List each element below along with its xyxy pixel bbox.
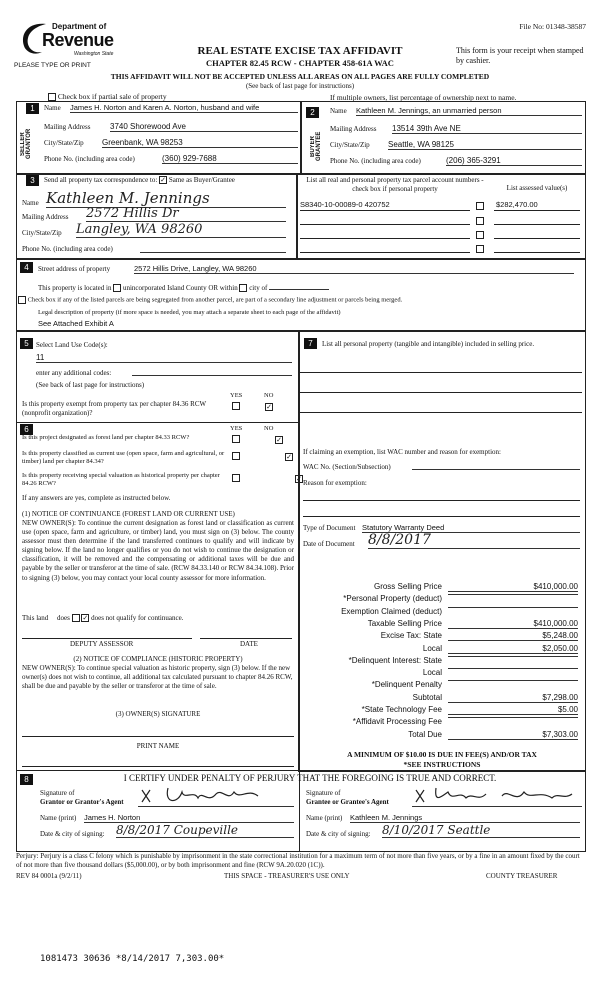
minimum-fee-note: A MINIMUM OF $10.00 IS DUE IN FEE(S) AND/OR TAX [347, 750, 537, 759]
seller-side-label: SELLER GRANTOR [20, 128, 32, 160]
parcel-1-personal-checkbox[interactable] [476, 202, 484, 210]
segregated-label: Check box if any of the listed parcels are being segregated from another parcel, are part of a secondary line adjustment or parcels being merged. [27, 296, 403, 304]
parcel-row-line-4 [300, 252, 470, 253]
tax-row-value: $5.00 [448, 705, 578, 715]
parcel-3-personal-checkbox[interactable] [476, 231, 484, 239]
personal-line-1 [300, 372, 582, 373]
historic-no-checkbox[interactable]: ✓ [296, 475, 302, 484]
historic-yes-checkbox[interactable] [232, 474, 240, 482]
if-yes-note: If any answers are yes, complete as instructed below. [22, 494, 171, 502]
forest-question: Is this project designated as forest land per chapter 84.33 RCW? [22, 434, 190, 441]
segregated-row [18, 296, 582, 304]
buyer-city-label: City/State/Zip [330, 141, 370, 149]
form-revision: REV 84 0001a (9/2/11) [16, 872, 82, 880]
located-row [38, 282, 329, 292]
grantor-name-value: James H. Norton [84, 813, 294, 823]
sec5-yes-header: YES [230, 392, 243, 399]
warning-text: THIS AFFIDAVIT WILL NOT BE ACCEPTED UNLESS ALL AREAS ON ALL PAGES ARE FULLY COMPLETED [110, 72, 490, 81]
qualify-label: qualify for continuance. [116, 614, 184, 622]
tax-row-value: $410,000.00 [448, 619, 578, 629]
same-as-buyer-label: Same as Buyer/Grantee [168, 176, 235, 184]
section-5-badge: 5 [20, 338, 33, 349]
corr-mailing-value: 2572 Hillis Dr [86, 206, 286, 222]
current-use-no-checkbox[interactable]: ✓ [286, 453, 292, 462]
buyer-phone-value: (206) 365-3291 [446, 156, 582, 166]
located-opt2-label: city of [249, 284, 268, 292]
sec6-yes-header: YES [230, 425, 243, 432]
corr-mailing-label: Mailing Address [22, 213, 69, 221]
historic-question: Is this property receiving special valuation as historical property per chapter 84.26 RCW? [22, 472, 220, 487]
grantor-name-label: Name (print) [40, 814, 77, 822]
tax-row-value: $7,298.00 [448, 693, 578, 703]
unincorporated-checkbox[interactable] [113, 284, 121, 292]
tax-row-label: *Affidavit Processing Fee [352, 717, 442, 727]
correspondence-row [44, 176, 235, 184]
reason-label: Reason for exemption: [303, 479, 367, 487]
list-personal-property: List all personal property (tangible and intangible) included in selling price. [322, 340, 535, 348]
form-subtitle: CHAPTER 82.45 RCW - CHAPTER 458-61A WAC [206, 58, 394, 68]
doc-type-label: Type of Document [303, 524, 356, 532]
doc-date-value: 8/8/2017 [368, 532, 580, 549]
buyer-side-label: BUYER GRANTEE [310, 131, 322, 161]
section-2-badge: 2 [306, 107, 319, 118]
parcel-number-1: S8340-10-00089-0 420752 [300, 200, 390, 209]
grantor-signature [138, 786, 294, 807]
land-use-see-back: (See back of last page for instructions) [36, 381, 145, 389]
tax-row-value [448, 668, 578, 669]
print-name-line [22, 766, 294, 767]
tax-row-value [448, 594, 578, 595]
grantee-date-label: Date & city of signing: [306, 830, 371, 838]
grantor-date-label: Date & city of signing: [40, 830, 105, 838]
see-back-note: (See back of last page for instructions) [245, 82, 355, 90]
corr-phone-label: Phone No. (including area code) [22, 245, 113, 253]
land-use-code: 11 [36, 353, 292, 363]
section-3-badge: 3 [26, 175, 39, 186]
value-row-line-2 [494, 224, 580, 225]
seller-name-value: James H. Norton and Karen A. Norton, husband and wife [70, 103, 298, 113]
tax-row-value [448, 717, 578, 718]
please-type-note: PLEASE TYPE OR PRINT [14, 62, 91, 69]
owner-sig-line [22, 736, 294, 737]
does-checkbox[interactable] [72, 614, 80, 622]
tax-row-value [448, 656, 578, 657]
deputy-date-line [200, 638, 292, 639]
county-treasurer-label: COUNTY TREASURER [486, 872, 558, 880]
grantor-date-value: 8/8/2017 Coupeville [116, 823, 294, 838]
exempt-no-checkbox[interactable]: ✓ [266, 403, 272, 412]
parcel-row-line-1 [300, 210, 470, 211]
tax-row-value: $5,248.00 [448, 631, 578, 641]
sec6-no-header: NO [264, 425, 274, 432]
tax-row-label: *Delinquent Interest: State [348, 655, 442, 665]
grantee-name-label: Name (print) [306, 814, 343, 822]
land-use-label: Select Land Use Code(s): [36, 341, 108, 349]
doc-date-label: Date of Document [303, 540, 355, 548]
sec5-no-header: NO [264, 392, 274, 399]
section-6-badge: 6 [20, 424, 33, 435]
logo-name-text: Revenue [42, 30, 114, 50]
within-city-checkbox[interactable] [239, 284, 247, 292]
located-opt1-label: unincorporated Island County OR within [122, 284, 238, 292]
additional-codes-label: enter any additional codes: [36, 369, 112, 377]
parcel-value-1: $282,470.00 [496, 200, 538, 209]
forest-yes-checkbox[interactable] [232, 435, 240, 443]
print-name-label: PRINT NAME [136, 742, 180, 750]
buyer-name-value: Kathleen M. Jennings, an unmarried person [356, 106, 582, 116]
tax-row-label: Total Due [408, 729, 442, 739]
partial-sale-label: Check box if partial sale of property [57, 92, 167, 101]
receipt-note: This form is your receipt when stamped by cashier. [456, 46, 584, 65]
section-1-badge: 1 [26, 103, 39, 114]
reason-line-1 [303, 500, 580, 501]
owner-signature-label: (3) OWNER(S) SIGNATURE [115, 710, 201, 718]
value-row-line-3 [494, 238, 580, 239]
tax-row-label: *Personal Property (deduct) [343, 594, 442, 604]
parcel-4-personal-checkbox[interactable] [476, 245, 484, 253]
tax-row-value: $410,000.00 [448, 582, 578, 592]
value-row-line-1 [494, 210, 580, 211]
tax-row-value: $2,050.00 [448, 644, 578, 654]
grantee-signature [412, 786, 582, 807]
exempt-question: Is this property exempt from property tax per chapter 84.36 RCW (nonprofit organization)? [22, 400, 206, 417]
buyer-phone-label: Phone No. (including area code) [330, 157, 421, 165]
street-value: 2572 Hillis Drive, Langley, WA 98260 [134, 264, 574, 274]
corr-city-value: Langley, WA 98260 [76, 222, 286, 238]
tax-row-value [448, 607, 578, 608]
corr-phone-line [140, 243, 286, 253]
seller-city-value: Greenbank, WA 98253 [102, 138, 298, 148]
tax-row-label: Local [422, 668, 442, 678]
certify-statement: I CERTIFY UNDER PENALTY OF PERJURY THAT THE FOREGOING IS TRUE AND CORRECT. [123, 773, 497, 783]
legal-description-label: Legal description of property (if more space is needed, you may attach a separate sheet to each page of the affidavit) [38, 309, 341, 316]
tax-row-label: *State Technology Fee [361, 705, 442, 714]
notice2-text: NEW OWNER(S): To continue special valuation as historic property, sign (3) below. If the new owner(s) does not wish to continue, all additional tax calculated pursuant to chapter 84.26 RCW, shall be due and payable by the seller or transferor at the time of sale. [22, 664, 293, 691]
section-8-badge: 8 [20, 774, 33, 785]
tax-row-label: *Delinquent Penalty [371, 680, 442, 690]
tax-row-value: $7,303.00 [448, 730, 578, 740]
treasurer-space-label: THIS SPACE - TREASURER'S USE ONLY [224, 872, 350, 880]
treasurer-receipt-stamp: 1081473 30636 *8/14/2017 7,303.00* [40, 954, 225, 964]
grantee-name-value: Kathleen M. Jennings [350, 813, 580, 823]
tax-row-label: Exemption Claimed (deduct) [341, 606, 442, 616]
deputy-date-label: DATE [240, 640, 258, 648]
section-7-badge: 7 [304, 338, 317, 349]
street-label: Street address of property [38, 265, 111, 273]
grantor-sig-label-2: Grantor or Grantor's Agent [40, 798, 124, 806]
tax-row-value [448, 680, 578, 681]
perjury-statement: Perjury: Perjury is a class C felony which is punishable by imprisonment in the state correctional institution for a maximum term of not more than five years, or by a fine in an amount fixed by the court of not more than five thousand dollars ($5,000.00), or by both imprisonment and fine (RCW 9A.20.020 (1C)). [16, 852, 580, 869]
seller-city-label: City/State/Zip [44, 139, 84, 147]
deputy-assessor-label: DEPUTY ASSESSOR [70, 640, 134, 648]
assessed-value-header: List assessed value(s) [506, 184, 568, 192]
section-4-badge: 4 [20, 262, 33, 273]
parcel-row-line-3 [300, 238, 470, 239]
multiple-owners-note: If multiple owners, list percentage of ownership next to name. [330, 93, 517, 102]
notice1-title: (1) NOTICE OF CONTINUANCE (FOREST LAND OR CURRENT USE) [22, 510, 235, 518]
grantee-sig-label-2: Grantee or Grantee's Agent [306, 798, 389, 806]
correspondence-label: Send all property tax correspondence to: [44, 176, 158, 184]
current-use-question: Is this property classified as current use (open space, farm and agricultural, or timber) land per chapter 84.34? [22, 450, 225, 465]
personal-line-3 [300, 412, 582, 413]
does-not-label: does not [91, 614, 115, 622]
reason-line-2 [303, 516, 580, 517]
does-not-checkbox[interactable]: ✓ [82, 614, 89, 623]
exempt-yes-checkbox[interactable] [232, 402, 240, 410]
tax-row-label: Subtotal [412, 692, 442, 702]
grantor-signature-scribble-icon [138, 786, 294, 806]
buyer-mailing-value: 13514 39th Ave NE [392, 124, 582, 134]
sec6-top-line [16, 422, 298, 423]
claim-exemption-label: If claiming an exemption, list WAC number and reason for exemption: [303, 448, 501, 456]
wac-number-label: WAC No. (Section/Subsection) [303, 463, 391, 471]
seller-phone-value: (360) 929-7688 [162, 154, 298, 164]
value-row-line-4 [494, 252, 580, 253]
file-number: File No: 01348-38587 [519, 22, 586, 31]
parcel-header: List all real and personal property tax parcel account numbers - check box if personal property [306, 176, 484, 193]
buyer-city-value: Seattle, WA 98125 [388, 140, 582, 150]
form-title: REAL ESTATE EXCISE TAX AFFIDAVIT [197, 45, 403, 57]
corr-name-label: Name [22, 199, 39, 207]
logo-state-text: Washington State [74, 51, 114, 57]
deputy-line [22, 638, 192, 639]
grantee-date-value: 8/10/2017 Seattle [382, 823, 580, 838]
seller-phone-label: Phone No. (including area code) [44, 155, 135, 163]
continuance-row [22, 614, 183, 622]
seller-mailing-value: 3740 Shorewood Ave [110, 122, 298, 132]
tax-row-label: Excise Tax: State [380, 631, 442, 641]
partial-sale-row [48, 92, 167, 101]
grantee-signature-scribble-icon [412, 786, 582, 806]
corr-name-value: Kathleen M. Jennings [46, 189, 286, 208]
same-as-buyer-checkbox[interactable]: ✓ [160, 176, 167, 185]
tax-row-label: Gross Selling Price [373, 582, 442, 591]
buyer-mailing-label: Mailing Address [330, 125, 377, 133]
seller-mailing-label: Mailing Address [44, 123, 91, 131]
additional-codes-line [132, 367, 292, 376]
corr-city-label: City/State/Zip [22, 229, 62, 237]
buyer-name-label: Name [330, 107, 347, 115]
seller-name-label: Name [44, 104, 61, 112]
logo-dept-text: Department of [52, 22, 107, 31]
wac-number-line [412, 461, 580, 470]
forest-no-checkbox[interactable]: ✓ [276, 436, 282, 445]
city-of-line [269, 282, 329, 290]
does-label: does [57, 614, 70, 622]
doc-type-value: Statutory Warranty Deed [362, 523, 580, 533]
this-land-label: This land [22, 614, 49, 622]
personal-line-2 [300, 392, 582, 393]
see-instructions-note: *SEE INSTRUCTIONS [403, 760, 481, 769]
grantor-sig-label-1: Signature of [40, 789, 75, 797]
notice2-title: (2) NOTICE OF COMPLIANCE (HISTORIC PROPERTY) [73, 655, 243, 663]
parcel-2-personal-checkbox[interactable] [476, 217, 484, 225]
tax-row-label: Local [422, 643, 442, 653]
current-use-yes-checkbox[interactable] [232, 452, 240, 460]
parcel-row-line-2 [300, 224, 470, 225]
legal-description-value: See Attached Exhibit A [38, 319, 114, 328]
segregated-checkbox[interactable] [18, 296, 26, 304]
tax-row-label: Taxable Selling Price [367, 618, 442, 628]
grantee-sig-label-1: Signature of [306, 789, 341, 797]
notice1-text: NEW OWNER(S): To continue the current designation as forest land or classification as current use (open space, farm and agriculture, or timber) land, you must sign on (3) below. The county assessor must then determine if the land transferred continues to qualify and will indicate by signing below. If the land no longer qualifies or you do not wish to continue the designation or classification, it will be removed and the compensating or additional taxes will be due and payable by the seller or transferor at the time of sale. (RCW 84.33.140 or RCW 84.34.108). Prior to signing (3) below, you may contact your local county assessor for more information. [22, 519, 294, 582]
located-label: This property is located in [38, 284, 112, 292]
department-of-revenue-logo [16, 16, 126, 62]
